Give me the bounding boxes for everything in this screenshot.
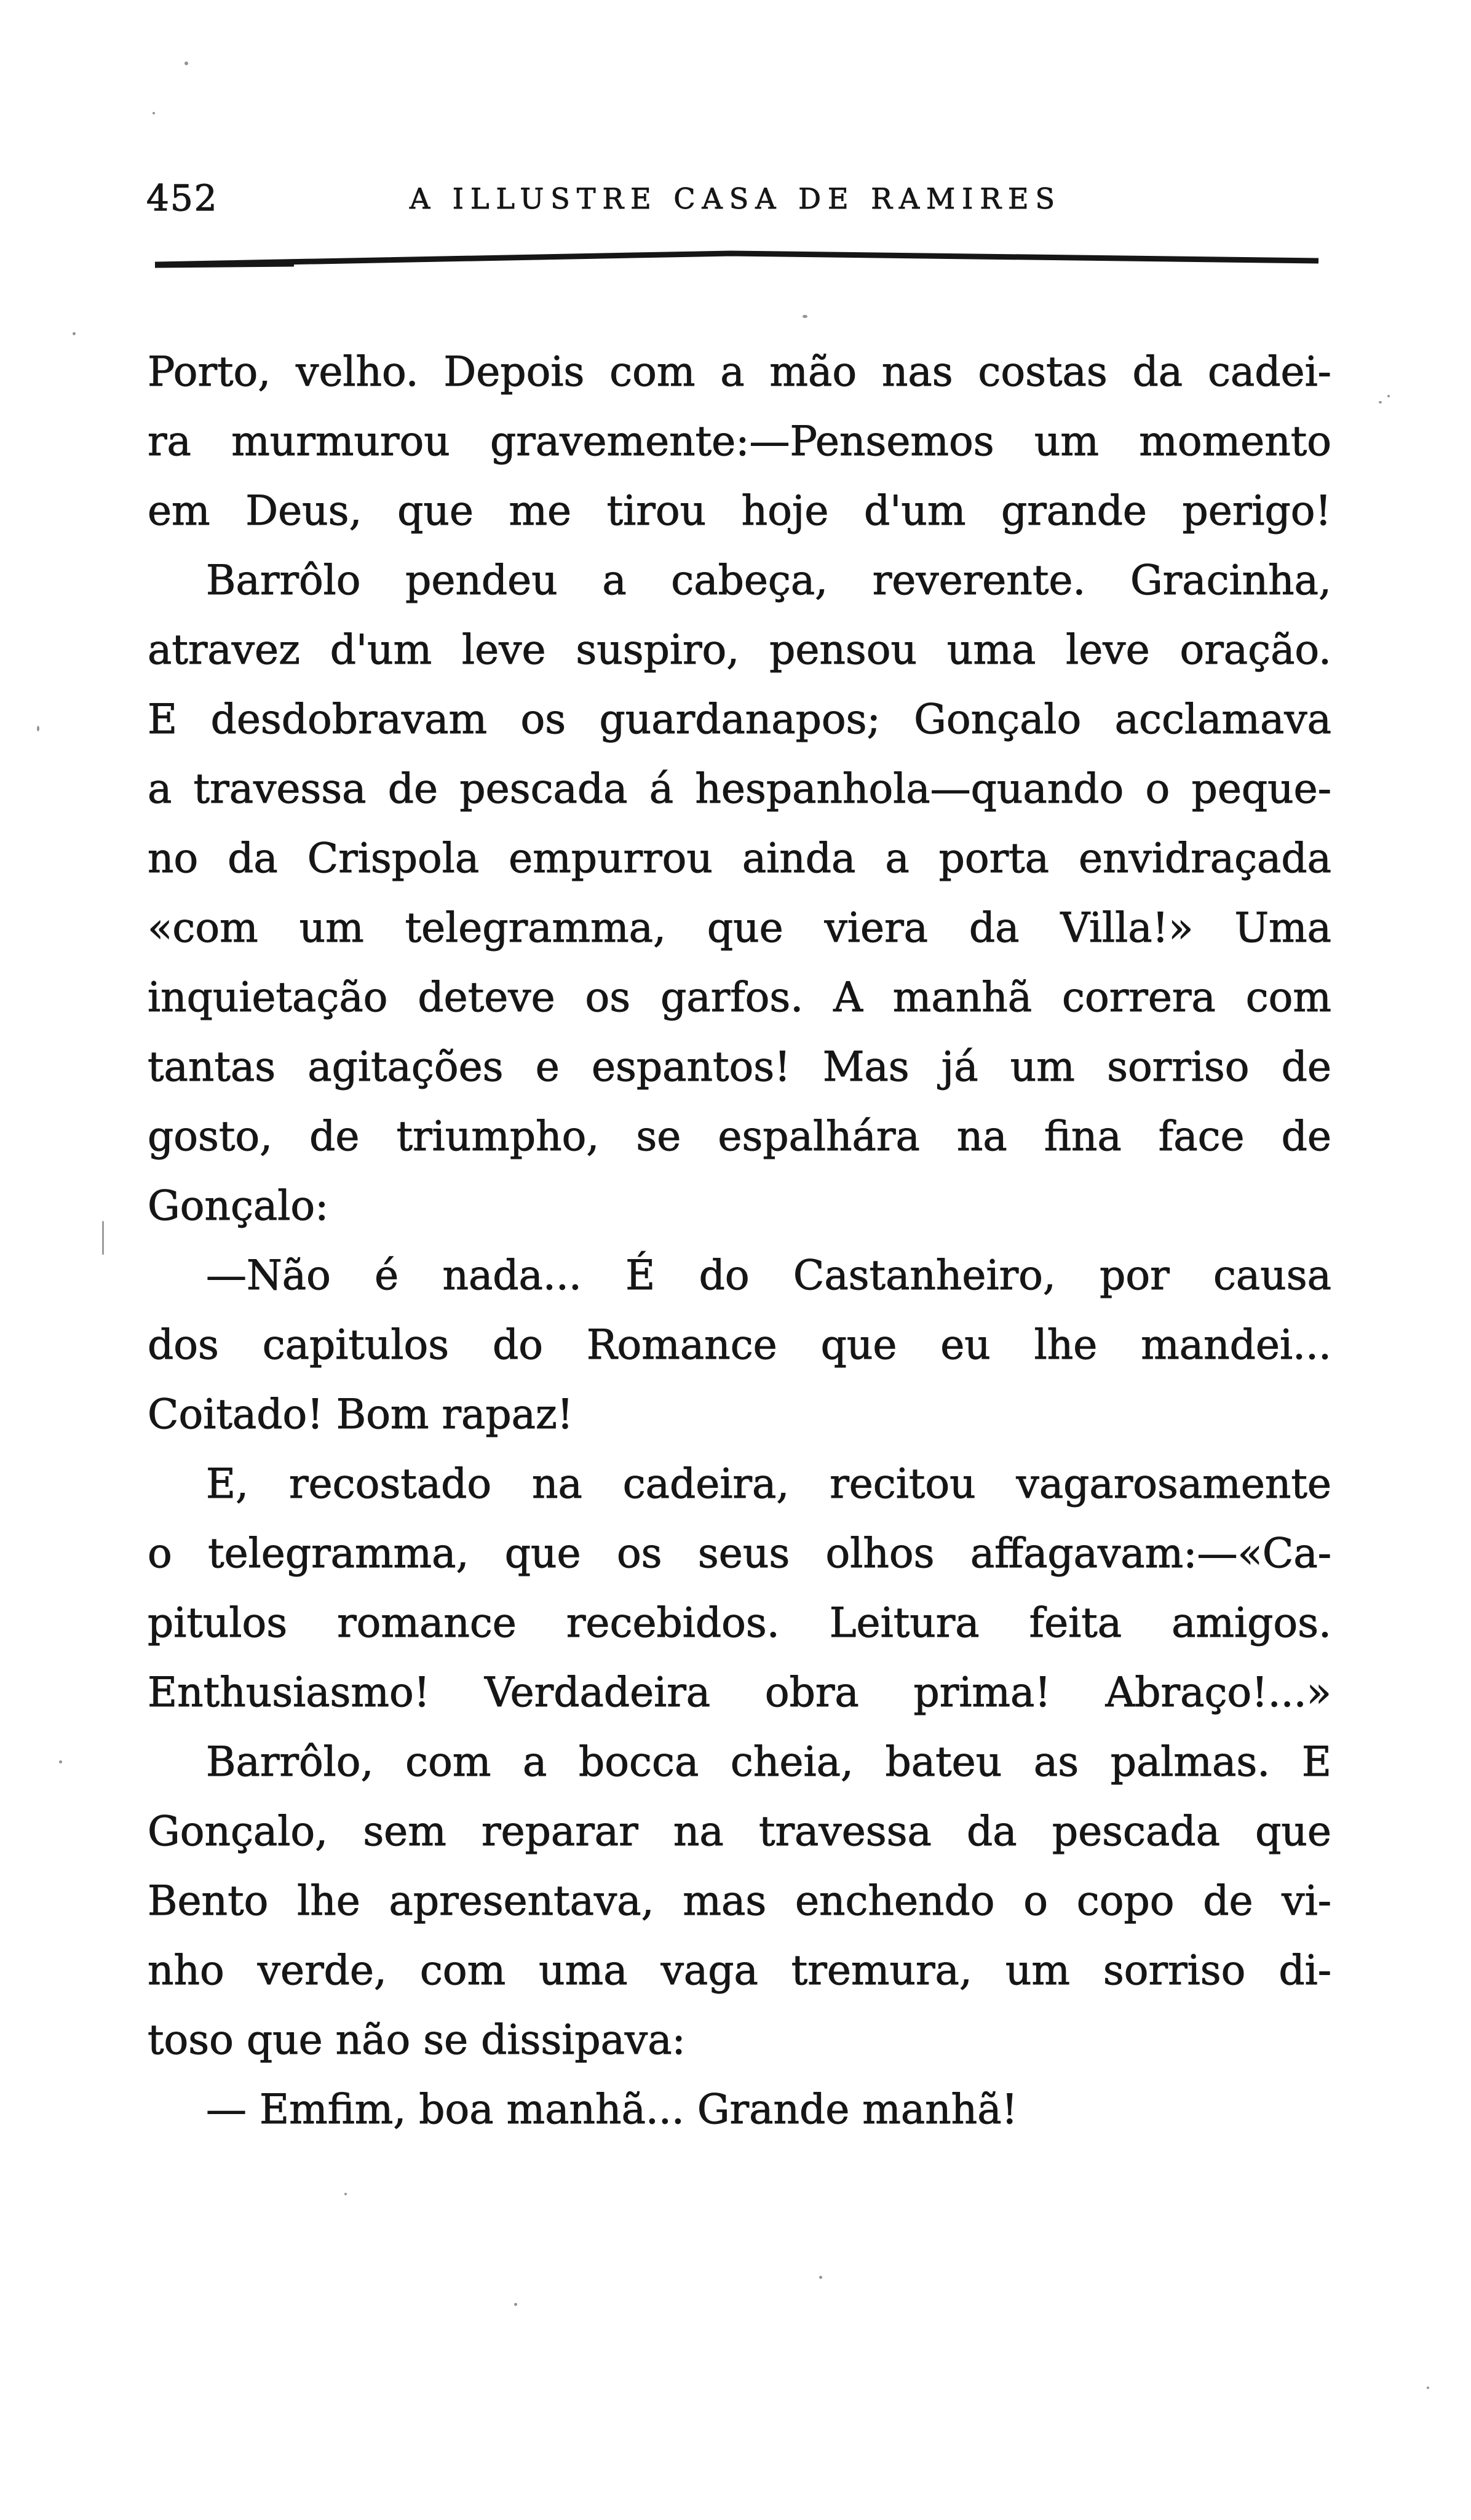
text-line: Barrôlo, com a bocca cheia, bateu as palmas. E (206, 1738, 1331, 1786)
text-line: nho verde, com uma vaga tremura, um sorriso di- (148, 1947, 1331, 1994)
header-rule (153, 248, 1321, 271)
scan-speck (59, 1760, 62, 1763)
text-line: Enthusiasmo! Verdadeira obra prima! Abraço!...» (148, 1669, 1331, 1716)
text-line: dos capitulos do Romance que eu lhe mandei... (148, 1321, 1331, 1369)
scan-speck (1427, 2387, 1429, 2389)
text-line: no da Crispola empurrou ainda a porta envidraçada (148, 835, 1331, 882)
text-line: o telegramma, que os seus olhos affagavam:—«Ca- (148, 1530, 1331, 1577)
text-line: Gonçalo, sem reparar na travessa da pescada que (148, 1808, 1331, 1855)
scan-speck (514, 2303, 517, 2306)
text-line: a travessa de pescada á hespanhola—quando o peque- (148, 765, 1331, 813)
text-line: em Deus, que me tirou hoje d'um grande perigo! (148, 487, 1331, 535)
text-line: E, recostado na cadeira, recitou vagarosamente (206, 1460, 1331, 1508)
text-line: atravez d'um leve suspiro, pensou uma leve oração. (148, 626, 1331, 674)
scan-speck (37, 726, 39, 731)
running-title: A ILLUSTRE CASA DE RAMIRES (409, 182, 1062, 215)
scan-speck (344, 2193, 347, 2195)
text-line: Gonçalo: (148, 1182, 329, 1230)
text-line: — Emfim, boa manhã... Grande manhã! (206, 2086, 1018, 2133)
page-number: 452 (146, 177, 218, 219)
text-line: E desdobravam os guardanapos; Gonçalo acclamava (148, 696, 1331, 743)
scan-speck (1379, 401, 1382, 403)
text-line: «com um telegramma, que viera da Villa!» Uma (148, 904, 1331, 952)
page-text (148, 337, 1331, 2144)
text-line: Porto, velho. Depois com a mão nas costas da cadei- (148, 348, 1331, 395)
text-line: inquietação deteve os garfos. A manhã correra com (148, 974, 1331, 1021)
text-line: —Não é nada... É do Castanheiro, por causa (206, 1252, 1331, 1299)
scan-speck (73, 332, 76, 335)
scan-speck (102, 1221, 104, 1255)
scan-speck (1387, 395, 1390, 397)
text-line: Barrôlo pendeu a cabeça, reverente. Gracinha, (206, 557, 1331, 604)
scan-speck (153, 112, 155, 114)
scan-speck (184, 62, 188, 65)
text-line: ra murmurou gravemente:—Pensemos um momento (148, 418, 1331, 465)
scan-speck (803, 315, 807, 318)
text-line: pitulos romance recebidos. Leitura feita amigos. (148, 1599, 1331, 1647)
text-line: tantas agitações e espantos! Mas já um sorriso de (148, 1043, 1331, 1091)
text-line: Coitado! Bom rapaz! (148, 1391, 574, 1438)
text-line: gosto, de triumpho, se espalhára na fina face de (148, 1113, 1331, 1160)
scan-speck (819, 2276, 822, 2279)
text-line: toso que não se dissipava: (148, 2016, 686, 2064)
text-line: Bento lhe apresentava, mas enchendo o copo de vi- (148, 1877, 1331, 1925)
